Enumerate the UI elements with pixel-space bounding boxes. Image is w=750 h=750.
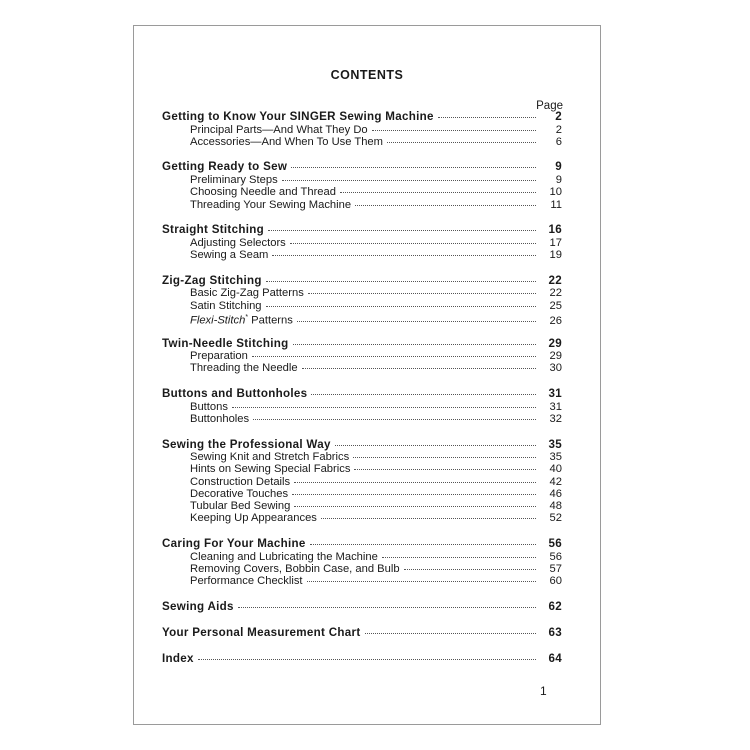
- toc-section-heading: [162, 626, 562, 640]
- entry-page-number: 10: [549, 186, 562, 199]
- dot-leader: [238, 607, 536, 608]
- toc-section: [162, 652, 562, 666]
- entry-title: [190, 350, 248, 362]
- entry-title: [190, 476, 290, 488]
- dot-leader: [291, 167, 536, 168]
- toc-entry: [162, 312, 562, 327]
- dot-leader: [404, 569, 536, 570]
- entry-title-text: Accessories—And When To Use Them: [190, 135, 383, 148]
- entry-page-number: 9: [555, 173, 562, 186]
- toc-section: [162, 273, 562, 327]
- toc-section: [162, 600, 562, 614]
- dot-leader: [355, 205, 536, 206]
- entry-page-number: 6: [555, 135, 562, 148]
- toc-entry: [162, 287, 562, 299]
- toc-entry: [162, 463, 562, 475]
- entry-title: [190, 500, 290, 512]
- toc-section-heading: [162, 387, 562, 401]
- dot-leader: [252, 356, 536, 357]
- entry-page-number: 2: [555, 123, 562, 136]
- toc-section-heading: [162, 600, 562, 614]
- entry-title-text: Choosing Needle and Thread: [190, 186, 336, 199]
- toc-entry: [162, 362, 562, 374]
- toc-entry: [162, 401, 562, 413]
- toc-entry: [162, 350, 562, 362]
- toc-entry: [162, 237, 562, 249]
- entry-page-number: 57: [549, 562, 562, 575]
- toc-section: [162, 537, 562, 587]
- entry-title: [190, 451, 349, 463]
- dot-leader: [308, 293, 536, 294]
- entry-title-text: Removing Covers, Bobbin Case, and Bulb: [190, 562, 400, 575]
- entry-title-text: Construction Details: [190, 475, 291, 488]
- toc-entry: [162, 451, 562, 463]
- dot-leader: [198, 659, 536, 660]
- toc-entry: [162, 136, 562, 148]
- entry-title-text: Threading Your Sewing Machine: [190, 198, 352, 211]
- entry-page-number: 56: [549, 550, 562, 563]
- entry-title: [190, 136, 383, 148]
- dot-leader: [282, 180, 536, 181]
- entry-title: [190, 312, 293, 327]
- entry-title: [190, 401, 228, 413]
- dot-leader: [354, 469, 536, 470]
- entry-page-number: 11: [550, 198, 562, 211]
- dot-leader: [266, 281, 536, 282]
- entry-page-number: 19: [549, 249, 562, 262]
- dot-leader: [297, 321, 536, 322]
- dot-leader: [294, 482, 536, 483]
- entry-title-text: Patterns: [248, 314, 293, 327]
- toc-entry: [162, 199, 562, 211]
- toc-section: [162, 110, 562, 148]
- section-title: Your Personal Measurement Chart: [162, 625, 361, 639]
- dot-leader: [372, 130, 536, 131]
- entry-title: [190, 186, 336, 198]
- toc-entry: [162, 249, 562, 261]
- dot-leader: [311, 394, 536, 395]
- entry-title-text: Sewing Knit and Stretch Fabrics: [190, 451, 350, 463]
- entry-title-text: Sewing a Seam: [190, 249, 269, 262]
- section-page-number: 9: [555, 160, 562, 174]
- entry-title: [190, 300, 262, 312]
- document-page: [133, 25, 601, 725]
- entry-title: [190, 575, 303, 587]
- toc-section: [162, 387, 562, 425]
- toc-entry: [162, 563, 562, 575]
- entry-page-number: 29: [549, 350, 562, 363]
- entry-title-text: Tubular Bed Sewing: [190, 500, 291, 513]
- entry-title: [190, 563, 400, 575]
- entry-title-text: Satin Stitching: [190, 299, 262, 312]
- entry-title-text: Preliminary Steps: [190, 173, 278, 186]
- section-page-number: 2: [555, 110, 562, 123]
- page-column-header: Page: [536, 100, 563, 112]
- entry-title: [190, 362, 298, 374]
- section-title: Caring For Your Machine: [162, 537, 306, 551]
- entry-page-number: 25: [549, 299, 562, 312]
- entry-title-text: Adjusting Selectors: [190, 236, 286, 249]
- entry-title: [190, 249, 268, 261]
- entry-title-text: Threading the Needle: [190, 362, 298, 375]
- section-page-number: 31: [548, 387, 562, 401]
- dot-leader: [387, 142, 536, 143]
- entry-title-text: Preparation: [190, 350, 248, 363]
- dot-leader: [293, 344, 536, 345]
- entry-title-mark: *: [245, 313, 249, 321]
- dot-leader: [382, 557, 536, 558]
- toc-entry: [162, 488, 562, 500]
- toc-entry: [162, 124, 562, 136]
- entry-page-number: 26: [549, 314, 562, 327]
- footer-page-number: 1: [540, 684, 547, 698]
- entry-page-number: 52: [549, 512, 562, 525]
- section-title: Getting Ready to Sew: [162, 160, 288, 174]
- section-title: Sewing the Professional Way: [162, 437, 331, 451]
- section-title: Index: [162, 651, 194, 665]
- toc-entry: [162, 476, 562, 488]
- dot-leader: [302, 368, 536, 369]
- section-title: Zig-Zag Stitching: [162, 273, 262, 287]
- entry-title: [190, 287, 304, 299]
- toc-section-heading: [162, 160, 562, 174]
- toc-entry: [162, 186, 562, 198]
- dot-leader: [335, 445, 536, 446]
- toc-entry: [162, 500, 562, 512]
- entry-page-number: 32: [549, 412, 562, 425]
- section-title: Sewing Aids: [162, 599, 234, 613]
- entry-title: [190, 551, 378, 563]
- section-page-number: 35: [548, 437, 562, 451]
- entry-title-text: Keeping Up Appearances: [190, 512, 317, 525]
- section-page-number: 64: [548, 651, 562, 665]
- toc-section-heading: [162, 337, 562, 351]
- entry-title-text: Principal Parts—And What They Do: [190, 123, 368, 136]
- entry-title-italic: Flexi-Stitch: [190, 314, 246, 327]
- entry-page-number: 60: [549, 575, 562, 588]
- entry-page-number: 42: [549, 475, 562, 488]
- entry-title: [190, 237, 286, 249]
- dot-leader: [310, 544, 536, 545]
- entry-title-text: Hints on Sewing Special Fabrics: [190, 463, 351, 476]
- entry-title: [190, 199, 351, 211]
- entry-page-number: 31: [549, 400, 562, 413]
- toc-entry: [162, 174, 562, 186]
- entry-title-text: Buttons: [190, 400, 228, 413]
- toc-section: [162, 160, 562, 210]
- entry-title: [190, 463, 350, 475]
- toc-section-heading: [162, 438, 562, 452]
- entry-title-text: Cleaning and Lubricating the Machine: [190, 550, 378, 563]
- entry-page-number: 17: [549, 236, 562, 249]
- toc-section-heading: [162, 274, 562, 288]
- toc-entry: [162, 551, 562, 563]
- toc-section-heading: [162, 223, 562, 237]
- section-page-number: 56: [548, 537, 562, 551]
- toc-section-heading: [162, 652, 562, 666]
- table-of-contents: [162, 110, 562, 678]
- dot-leader: [321, 518, 536, 519]
- entry-page-number: 40: [549, 463, 562, 476]
- entry-title: [190, 124, 368, 136]
- entry-title-text: Basic Zig-Zag Patterns: [190, 287, 304, 300]
- toc-section: [162, 438, 562, 525]
- page-title: CONTENTS: [330, 68, 404, 82]
- section-title: Straight Stitching: [162, 223, 265, 237]
- toc-section-heading: [162, 537, 562, 551]
- toc-section-heading: [162, 110, 562, 124]
- dot-leader: [294, 506, 536, 507]
- entry-page-number: 46: [549, 487, 562, 500]
- dot-leader: [365, 633, 536, 634]
- toc-section: [162, 337, 562, 375]
- entry-title: [190, 512, 317, 524]
- toc-entry: [162, 512, 562, 524]
- entry-title: [190, 413, 249, 425]
- toc-section: [162, 223, 562, 261]
- section-title: Getting to Know Your SINGER Sewing Machine: [162, 110, 434, 123]
- dot-leader: [272, 255, 536, 256]
- entry-title: [190, 488, 288, 500]
- entry-page-number: 30: [549, 362, 562, 375]
- dot-leader: [438, 117, 536, 118]
- section-page-number: 22: [548, 273, 562, 287]
- section-page-number: 62: [548, 599, 562, 613]
- dot-leader: [266, 306, 536, 307]
- dot-leader: [290, 243, 536, 244]
- dot-leader: [307, 581, 536, 582]
- toc-section: [162, 626, 562, 640]
- dot-leader: [253, 419, 536, 420]
- toc-entry: [162, 413, 562, 425]
- entry-title-text: Buttonholes: [190, 412, 250, 425]
- toc-entry: [162, 300, 562, 312]
- dot-leader: [353, 457, 536, 458]
- entry-title-text: Decorative Touches: [190, 487, 289, 500]
- dot-leader: [232, 407, 536, 408]
- entry-title: [190, 174, 278, 186]
- section-page-number: 63: [548, 625, 562, 639]
- dot-leader: [340, 192, 536, 193]
- entry-page-number: 48: [549, 500, 562, 513]
- section-page-number: 16: [548, 223, 562, 237]
- section-title: Buttons and Buttonholes: [162, 387, 308, 401]
- entry-page-number: 22: [549, 287, 562, 300]
- section-title: Twin-Needle Stitching: [162, 336, 289, 350]
- dot-leader: [268, 230, 536, 231]
- dot-leader: [292, 494, 536, 495]
- toc-entry: [162, 575, 562, 587]
- section-page-number: 29: [548, 336, 562, 350]
- entry-title-text: Performance Checklist: [190, 575, 303, 588]
- entry-page-number: 35: [549, 451, 562, 463]
